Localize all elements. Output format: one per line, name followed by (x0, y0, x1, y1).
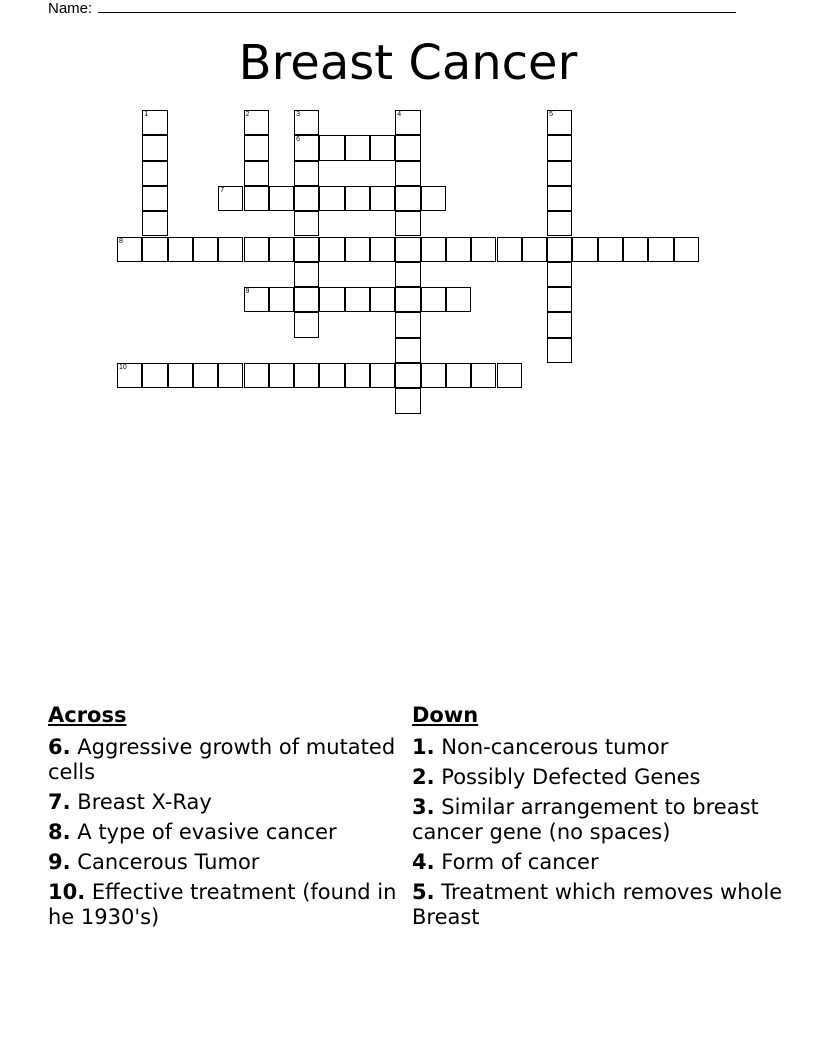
grid-cell[interactable] (370, 287, 395, 312)
grid-cell[interactable] (193, 363, 218, 388)
grid-cell[interactable] (345, 363, 370, 388)
grid-cell[interactable] (294, 186, 319, 211)
grid-cell[interactable] (395, 287, 420, 312)
down-clue-4: 4. Form of cancer (412, 850, 599, 874)
grid-cell[interactable] (269, 186, 294, 211)
grid-cell[interactable] (319, 237, 344, 262)
grid-cell[interactable] (244, 110, 269, 135)
grid-cell[interactable] (244, 135, 269, 160)
clue-number: 1 (144, 111, 149, 118)
grid-cell[interactable] (522, 237, 547, 262)
grid-cell[interactable] (395, 262, 420, 287)
grid-cell[interactable] (598, 237, 623, 262)
across-clues (48, 702, 398, 935)
grid-cell[interactable] (345, 287, 370, 312)
grid-cell[interactable] (142, 186, 167, 211)
grid-cell[interactable] (294, 135, 319, 160)
grid-cell[interactable] (319, 287, 344, 312)
grid-cell[interactable] (294, 312, 319, 337)
grid-cell[interactable] (294, 363, 319, 388)
clue-number: 7 (220, 186, 225, 194)
grid-cell[interactable] (142, 211, 167, 236)
grid-cell[interactable] (572, 237, 597, 262)
grid-cell[interactable] (395, 338, 420, 363)
grid-cell[interactable] (294, 110, 319, 135)
grid-cell[interactable] (319, 186, 344, 211)
grid-cell[interactable] (218, 363, 243, 388)
grid-cell[interactable] (395, 312, 420, 337)
down-clues (412, 702, 792, 935)
grid-cell[interactable] (395, 161, 420, 186)
grid-cell[interactable] (395, 186, 420, 211)
grid-cell[interactable] (547, 338, 572, 363)
down-clue-1: 1. Non-cancerous tumor (412, 735, 669, 759)
grid-cell[interactable] (421, 287, 446, 312)
grid-cell[interactable] (547, 287, 572, 312)
grid-cell[interactable] (370, 135, 395, 160)
across-clue-6: 6. Aggressive growth of mutated cells (48, 735, 396, 784)
grid-cell[interactable] (395, 110, 420, 135)
page-title: Breast Cancer (238, 35, 578, 91)
grid-cell[interactable] (497, 363, 522, 388)
grid-cell[interactable] (446, 237, 471, 262)
clue-number: 4 (397, 111, 402, 118)
grid-cell[interactable] (395, 135, 420, 160)
down-clue-5: 5. Treatment which removes whole Breast (412, 880, 783, 929)
grid-cell[interactable] (142, 363, 167, 388)
across-heading: Across (48, 703, 127, 727)
grid-cell[interactable] (168, 363, 193, 388)
grid-cell[interactable] (547, 186, 572, 211)
grid-cell[interactable] (395, 237, 420, 262)
grid-cell[interactable] (623, 237, 648, 262)
grid-cell[interactable] (547, 161, 572, 186)
grid-cell[interactable] (168, 237, 193, 262)
grid-cell[interactable] (395, 363, 420, 388)
crossword-grid (0, 0, 816, 440)
grid-cell[interactable] (294, 262, 319, 287)
grid-cell[interactable] (117, 237, 142, 262)
down-clue-3: 3. Similar arrangement to breast cancer gene (no spaces) (412, 795, 759, 844)
grid-cell[interactable] (345, 135, 370, 160)
grid-cell[interactable] (244, 363, 269, 388)
grid-cell[interactable] (319, 363, 344, 388)
grid-cell[interactable] (319, 135, 344, 160)
name-label: Name: (48, 0, 93, 17)
clue-number: 3 (296, 111, 300, 118)
grid-cell[interactable] (294, 211, 319, 236)
grid-cell[interactable] (269, 363, 294, 388)
grid-cell[interactable] (395, 388, 420, 413)
across-clue-10: 10. Effective treatment (found in he 1930's) (48, 880, 397, 929)
grid-cell[interactable] (269, 287, 294, 312)
grid-cell[interactable] (244, 186, 269, 211)
grid-cell[interactable] (244, 237, 269, 262)
clue-number: 9 (245, 288, 250, 296)
clue-number: 8 (119, 237, 123, 245)
grid-cell[interactable] (370, 237, 395, 262)
grid-cell[interactable] (648, 237, 673, 262)
grid-cell[interactable] (446, 287, 471, 312)
grid-cell[interactable] (421, 186, 446, 211)
clue-number: 10 (119, 364, 127, 371)
grid-cell[interactable] (294, 237, 319, 262)
grid-cell[interactable] (497, 237, 522, 262)
grid-cell[interactable] (345, 186, 370, 211)
grid-cell[interactable] (294, 161, 319, 186)
clue-number: 6 (296, 136, 300, 144)
grid-cell[interactable] (117, 363, 142, 388)
grid-cell[interactable] (395, 211, 420, 236)
down-clue-2: 2. Possibly Defected Genes (412, 765, 701, 789)
grid-cell[interactable] (421, 363, 446, 388)
across-clue-9: 9. Cancerous Tumor (48, 850, 260, 874)
clue-number: 5 (549, 111, 553, 118)
grid-cell[interactable] (294, 287, 319, 312)
across-clue-8: 8. A type of evasive cancer (48, 820, 337, 844)
grid-cell[interactable] (244, 287, 269, 312)
grid-cell[interactable] (547, 262, 572, 287)
grid-cell[interactable] (547, 237, 572, 262)
grid-cell[interactable] (193, 237, 218, 262)
grid-cell[interactable] (370, 186, 395, 211)
grid-cell[interactable] (547, 135, 572, 160)
grid-cell[interactable] (674, 237, 699, 262)
grid-cell[interactable] (547, 312, 572, 337)
grid-cell[interactable] (421, 237, 446, 262)
clue-number: 2 (245, 111, 250, 118)
grid-cell[interactable] (471, 237, 496, 262)
grid-cell[interactable] (547, 211, 572, 236)
grid-cell[interactable] (142, 237, 167, 262)
grid-cell[interactable] (142, 161, 167, 186)
grid-cell[interactable] (446, 363, 471, 388)
grid-cell[interactable] (218, 186, 243, 211)
grid-cell[interactable] (471, 363, 496, 388)
grid-cell[interactable] (218, 237, 243, 262)
grid-cell[interactable] (244, 161, 269, 186)
grid-cell[interactable] (547, 110, 572, 135)
grid-cell[interactable] (142, 135, 167, 160)
across-clue-7: 7. Breast X-Ray (48, 790, 212, 814)
grid-cell[interactable] (269, 237, 294, 262)
down-heading: Down (412, 703, 479, 727)
grid-cell[interactable] (370, 363, 395, 388)
grid-cell[interactable] (142, 110, 167, 135)
grid-cell[interactable] (345, 237, 370, 262)
